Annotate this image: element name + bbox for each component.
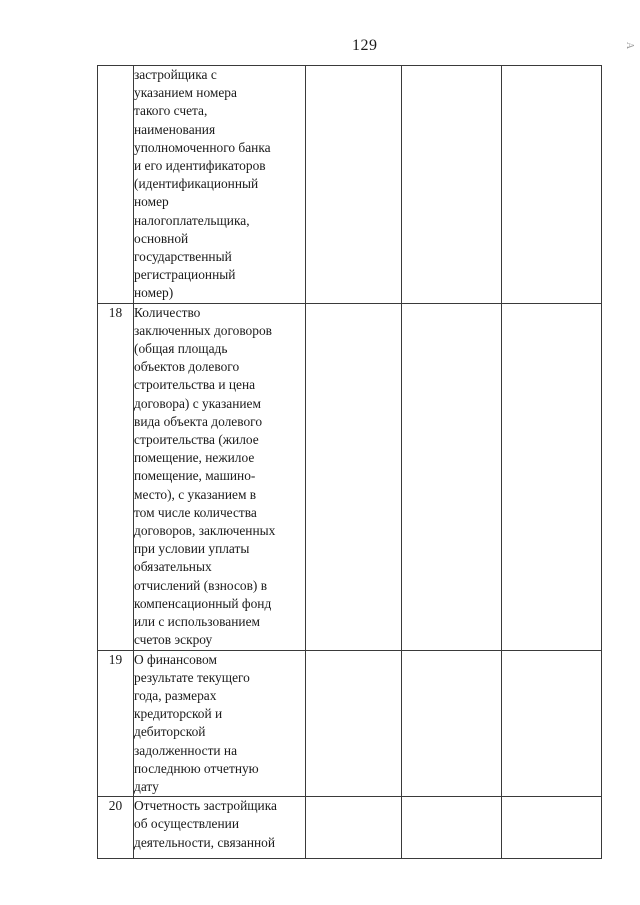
margin-mark: А — [624, 41, 636, 50]
empty-cell — [306, 650, 402, 797]
description-line: объектов долевого — [134, 359, 240, 375]
description-line: Количество — [134, 304, 201, 320]
description-line: задолженности на — [134, 742, 238, 758]
description-line: договоров, заключенных — [134, 523, 276, 539]
description-line: вида объекта долевого — [134, 413, 263, 429]
description-line: наименования — [134, 121, 216, 137]
description-line: об осуществлении — [134, 816, 240, 832]
description-line: помещение, нежилое — [134, 450, 255, 466]
description-line: указанием номера — [134, 85, 237, 101]
description-line: основной — [134, 230, 189, 246]
description-line: том числе количества — [134, 504, 257, 520]
row-description-cell — [134, 66, 306, 304]
table-row-18 — [98, 303, 602, 650]
empty-cell — [402, 303, 502, 650]
row-description-cell — [134, 797, 306, 859]
description-line: строительства и цена — [134, 377, 256, 393]
row-number-cell: 18 — [98, 303, 134, 650]
description-line: О финансовом — [134, 651, 217, 667]
description-line: и его идентификаторов — [134, 158, 266, 174]
row-description-cell — [134, 650, 306, 797]
empty-cell — [402, 797, 502, 859]
table-row-20 — [98, 797, 602, 859]
empty-cell — [502, 650, 602, 797]
description-line: кредиторской и — [134, 706, 223, 722]
description-line: Отчетность застройщика — [134, 798, 277, 814]
description-line: дебиторской — [134, 724, 206, 740]
description-line: счетов эскроу — [134, 632, 213, 648]
description-line: такого счета, — [134, 103, 208, 119]
description-line: результате текущего — [134, 669, 250, 685]
description-line: место), с указанием в — [134, 486, 257, 502]
description-line: обязательных — [134, 559, 212, 575]
description-line: номер — [134, 194, 169, 210]
description-line: регистрационный — [134, 267, 236, 283]
description-line: помещение, машино- — [134, 468, 256, 484]
empty-cell — [306, 66, 402, 304]
description-line: строительства (жилое — [134, 432, 259, 448]
description-line: номер) — [134, 285, 174, 301]
description-line: последнюю отчетную — [134, 760, 259, 776]
table-row-continued — [98, 66, 602, 304]
description-line: уполномоченного банка — [134, 139, 271, 155]
description-line: отчислений (взносов) в — [134, 577, 268, 593]
disclosure-table — [97, 65, 602, 859]
empty-cell — [502, 797, 602, 859]
description-line: заключенных договоров — [134, 322, 272, 338]
empty-cell — [306, 303, 402, 650]
empty-cell — [402, 66, 502, 304]
description-line: компенсационный фонд — [134, 595, 272, 611]
description-line: (общая площадь — [134, 341, 228, 357]
description-line: застройщика с — [134, 67, 217, 82]
row-number-cell: 20 — [98, 797, 134, 859]
description-line: деятельности, связанной — [134, 834, 276, 850]
empty-cell — [402, 650, 502, 797]
row-number-cell: 19 — [98, 650, 134, 797]
description-line: (идентификационный — [134, 176, 259, 192]
description-line: дату — [134, 778, 159, 794]
row-number-cell — [98, 66, 134, 304]
page-number: 129 — [352, 37, 378, 54]
description-line: договора) с указанием — [134, 395, 261, 411]
description-line: при условии уплаты — [134, 541, 250, 557]
description-line: государственный — [134, 249, 232, 265]
description-line: года, размерах — [134, 687, 217, 703]
description-line: или с использованием — [134, 614, 260, 630]
empty-cell — [502, 303, 602, 650]
row-description-cell — [134, 303, 306, 650]
empty-cell — [306, 797, 402, 859]
empty-cell — [502, 66, 602, 304]
table-row-19 — [98, 650, 602, 797]
description-line: налогоплательщика, — [134, 212, 250, 228]
